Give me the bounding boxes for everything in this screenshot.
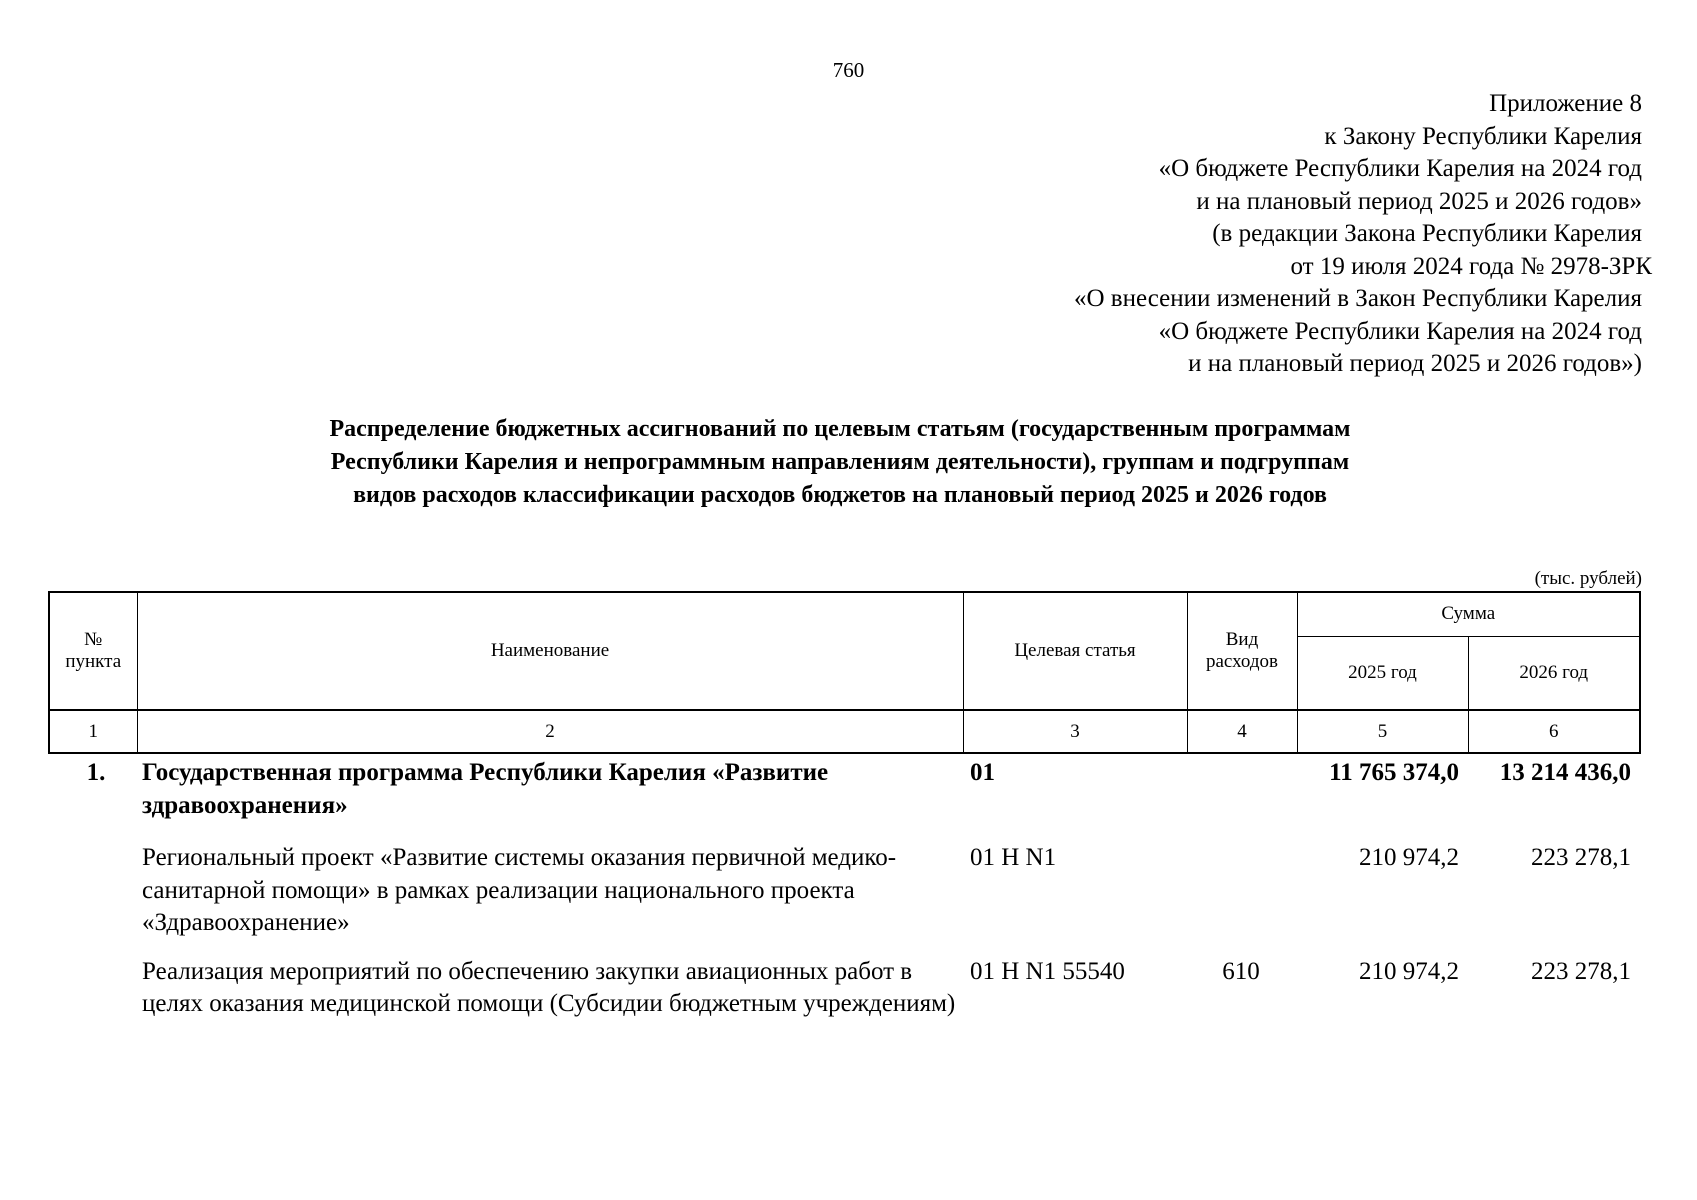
row-name: Региональный проект «Развитие системы оказания первичной медико-санитарной помощи» в рамках реализации национального проекта «Здравоохранение» — [142, 844, 897, 936]
row-num: 1. — [86, 759, 106, 786]
table-row — [48, 956, 1641, 1021]
row-sum-2026: 223 278,1 — [1531, 957, 1631, 985]
annex-line: (в редакции Закона Республики Карелия — [1212, 220, 1642, 247]
row-type — [1186, 757, 1296, 822]
header-num: № пункта — [49, 592, 137, 710]
row-num — [48, 956, 136, 1021]
title-line: Распределение бюджетных ассигнований по целевым статьям (государственным программам — [329, 416, 1351, 442]
column-number: 3 — [963, 710, 1187, 753]
column-number: 5 — [1297, 710, 1468, 753]
header-year-2026: 2026 год — [1468, 636, 1640, 710]
row-type — [1186, 842, 1296, 940]
annex-reference — [742, 88, 1652, 381]
document-title — [160, 413, 1520, 512]
header-sum: Сумма — [1297, 592, 1640, 636]
annex-line: и на плановый период 2025 и 2026 годов») — [1188, 350, 1642, 377]
annex-line: Приложение 8 — [1489, 90, 1642, 117]
row-name: Реализация мероприятий по обеспечению закупки авиационных работ в целях оказания медицинской помощи (Субсидии бюджетным учреждениям) — [142, 957, 956, 1017]
row-name: Государственная программа Республики Карелия «Развитие здравоохранения» — [142, 759, 829, 819]
row-sum-2026: 13 214 436,0 — [1499, 759, 1631, 786]
page-number: 760 — [832, 58, 865, 82]
table-row — [48, 757, 1641, 822]
row-type: 610 — [1222, 957, 1260, 985]
annex-line: «О внесении изменений в Закон Республики Карелия — [1073, 285, 1642, 312]
annex-line: и на плановый период 2025 и 2026 годов» — [1196, 187, 1642, 215]
budget-table-header — [48, 591, 1641, 754]
annex-line: от 19 июля 2024 года № 2978-ЗРК — [1290, 252, 1652, 280]
header-type: Вид расходов — [1187, 592, 1297, 710]
row-sum-2025: 11 765 374,0 — [1329, 759, 1459, 786]
units-label: (тыс. рублей) — [1534, 568, 1642, 589]
column-number: 4 — [1187, 710, 1297, 753]
header-year-2025: 2025 год — [1297, 636, 1468, 710]
budget-table-body — [48, 757, 1641, 1021]
row-code: 01 Н N1 — [970, 844, 1057, 871]
row-sum-2026: 223 278,1 — [1531, 844, 1631, 871]
annex-line: «О бюджете Республики Карелия на 2024 год — [1158, 317, 1642, 345]
row-code: 01 Н N1 55540 — [970, 957, 1125, 985]
header-code: Целевая статья — [963, 592, 1187, 710]
table-row — [48, 842, 1641, 940]
header-name: Наименование — [137, 592, 963, 710]
title-line: видов расходов классификации расходов бюджетов на плановый период 2025 и 2026 годов — [353, 482, 1327, 508]
column-number: 6 — [1468, 710, 1640, 753]
row-sum-2025: 210 974,2 — [1359, 957, 1459, 985]
row-num — [48, 842, 136, 940]
annex-line: к Закону Республики Карелия — [1324, 122, 1642, 150]
row-code: 01 — [970, 759, 995, 786]
row-sum-2025: 210 974,2 — [1359, 844, 1459, 871]
column-number: 2 — [137, 710, 963, 753]
column-number: 1 — [49, 710, 137, 753]
title-line: Республики Карелия и непрограммным направлениям деятельности), группам и подгруппам — [330, 449, 1350, 475]
annex-line: «О бюджете Республики Карелия на 2024 год — [1158, 155, 1642, 182]
